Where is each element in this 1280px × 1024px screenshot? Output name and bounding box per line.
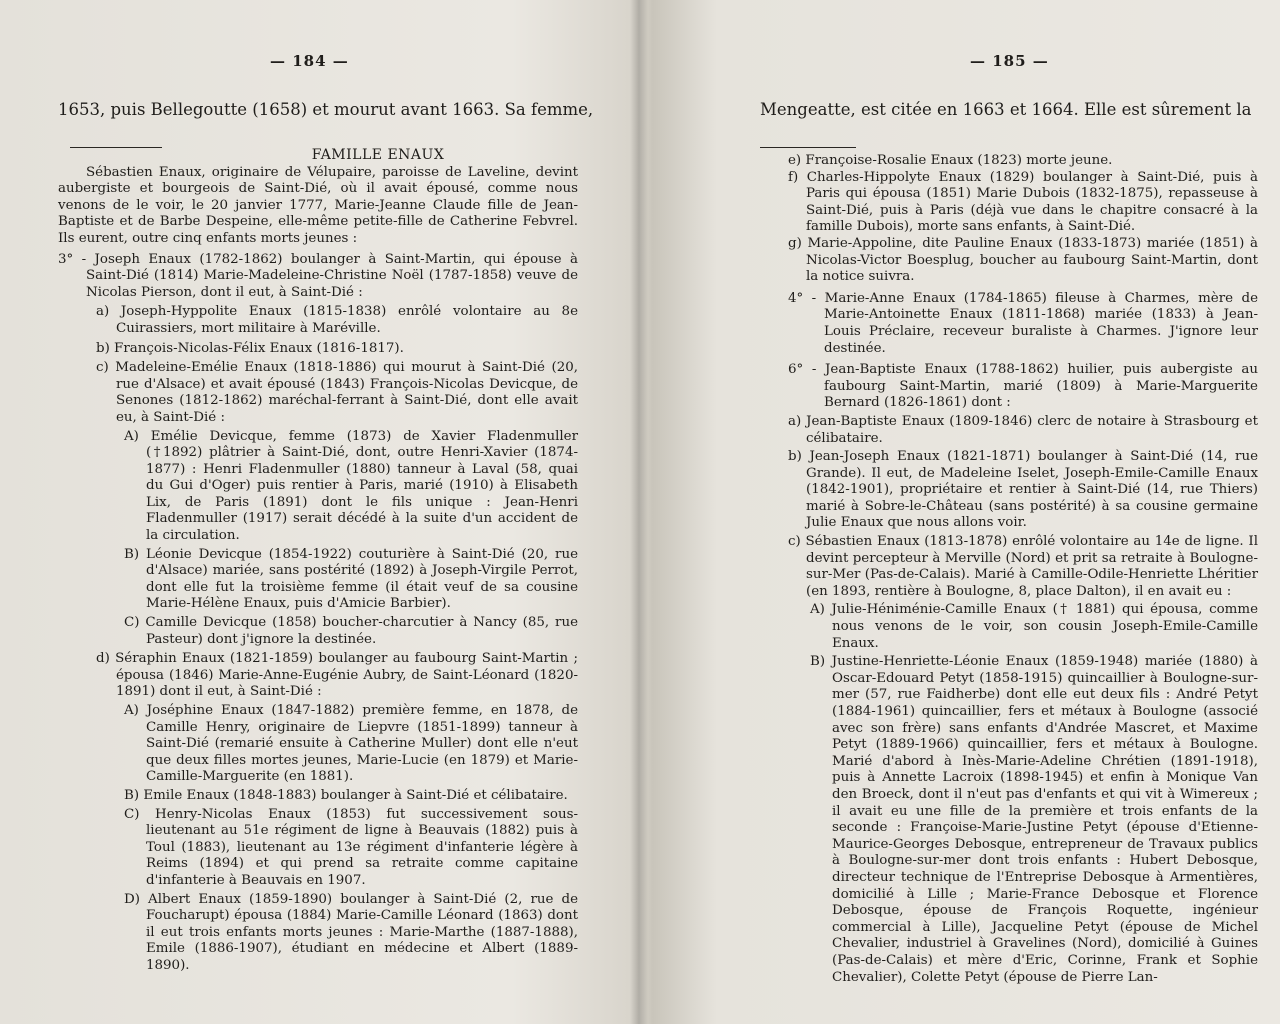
left-entry: 3° - Joseph Enaux (1782-1862) boulanger à Saint-Martin, qui épouse à Saint-Dié (1814) Marie-Madeleine-Christine Noël (1787-1858) veuve de Nicolas Pierson, dont il eut, à Saint-Dié :: [58, 251, 578, 300]
right-entry: g) Marie-Appoline, dite Pauline Enaux (1833-1873) mariée (1851) à Nicolas-Victor Boesplug, boucher au faubourg Saint-Martin, dont la notice suivra.: [788, 235, 1258, 285]
left-entry: d) Séraphin Enaux (1821-1859) boulanger au faubourg Saint-Martin ; épousa (1846) Marie-Anne-Eugénie Aubry, de Saint-Léonard (1820-1891) dont il eut, à Saint-Dié :: [96, 651, 578, 700]
left-entry: c) Madeleine-Emélie Enaux (1818-1886) qui mourut à Saint-Dié (20, rue d'Alsace) et avait épousé (1843) François-Nicolas Devicque, de Senones (1812-1862) maréchal-ferrant à Saint-Dié, dont elle avait eu, à Saint-Dié :: [96, 360, 578, 425]
left-page-number: — 184 —: [270, 52, 349, 70]
right-entry: a) Jean-Baptiste Enaux (1809-1846) clerc de notaire à Strasbourg et célibataire.: [788, 413, 1258, 446]
section-heading: FAMILLE ENAUX: [311, 147, 445, 163]
left-entry: A) Emélie Devicque, femme (1873) de Xavier Fladenmuller (†1892) plâtrier à Saint-Dié, dont, outre Henri-Xavier (1874-1877) : Henri Fladenmuller (1880) tanneur à Laval (58, quai du Gui d'Oger) puis rentier à Paris, marié (1910) à Elisabeth Lix, de Paris (1891) dont le fils unique : Jean-Henri Fladenmuller (1917) serait décédé à la suite d'un accident de la circulation.: [124, 428, 578, 544]
left-entries: [58, 252, 578, 975]
left-page: [40, 0, 600, 1024]
left-notes: [58, 147, 578, 975]
right-entries: [788, 153, 1258, 986]
intro-paragraph: Sébastien Enaux, originaire de Vélupaire, paroisse de Laveline, devint aubergiste et bourgeois de Saint-Dié, où il avait épousé, comme nous venons de le voir, le 20 janvier 1777, Marie-Jeanne Claude fille de Jean-Baptiste et de Barbe Despeine, elle-même petite-fille de Catherine Febvrel. Ils eurent, outre cinq enfants morts jeunes :: [58, 164, 578, 246]
left-entry: B) Emile Enaux (1848-1883) boulanger à Saint-Dié et célibataire.: [124, 787, 568, 803]
left-top-line: 1653, puis Bellegoutte (1658) et mourut avant 1663. Sa femme,: [58, 100, 594, 119]
left-entry: D) Albert Enaux (1859-1890) boulanger à Saint-Dié (2, rue de Foucharupt) épousa (1884) Marie-Camille Léonard (1863) dont il eut trois enfants morts jeunes : Marie-Marthe (1887-1888), Emile (1886-1907), étudiant en médecine et Albert (1889-1890).: [124, 891, 578, 973]
left-entry: b) François-Nicolas-Félix Enaux (1816-1817).: [96, 340, 404, 356]
right-entry: 6° - Jean-Baptiste Enaux (1788-1862) huilier, puis aubergiste au faubourg Saint-Martin, marié (1809) à Marie-Marguerite Bernard (1826-1861) dont :: [788, 362, 1258, 411]
right-entry: c) Sébastien Enaux (1813-1878) enrôlé volontaire au 14e de ligne. Il devint percepteur à Merville (Nord) et prit sa retraite à Boulogne-sur-Mer (Pas-de-Calais). Marié à Camille-Odile-Henriette Lhéritier (en 1893, rentière à Boulogne, 8, place Dalton), il en avait eu :: [788, 534, 1258, 599]
right-notes: [788, 153, 1258, 986]
right-page: [760, 0, 1258, 1024]
right-top-line: Mengeatte, est citée en 1663 et 1664. Elle est sûrement la: [760, 100, 1252, 119]
right-entry: B) Justine-Henriette-Léonie Enaux (1859-1948) mariée (1880) à Oscar-Edouard Petyt (1858-1915) quincaillier à Boulogne-sur-mer (57, rue Faidherbe) dont elle eut deux fils : André Petyt (1884-1961) quincaillier, fers et métaux à Boulogne (associé avec son frère) sans enfants d'Andrée Mascret, et Maxime Petyt (1889-1966) quincaillier, fers et métaux à Boulogne. Marié d'abord à Inès-Marie-Adeline Chrétien (1891-1918), puis à Annette Lacroix (1898-1945) et enfin à Monique Van den Broeck, dont il n'eut pas d'enfants et qui vit à Wimereux ; il avait eu une fille de la première et trois enfants de la seconde : Françoise-Marie-Justine Petyt (épouse d'Etienne-Maurice-Georges Debosque, entrepreneur de Travaux publics à Boulogne-sur-mer dont trois enfants : Hubert Debosque, directeur technique de l'Entreprise Debosque à Armentières, domicilié à Lille ; Marie-France Debosque et Florence Debosque, épouse de François Roquette, ingénieur commercial à Lille), Jacqueline Petyt (épouse de Michel Chevalier, industriel à Gravelines (Nord), domicilié à Guines (Pas-de-Calais) et mère d'Eric, Corinne, Frank et Sophie Chevalier), Colette Petyt (épouse de Pierre Lan-: [810, 654, 1258, 985]
right-page-number: — 185 —: [970, 52, 1049, 70]
right-entry: b) Jean-Joseph Enaux (1821-1871) boulanger à Saint-Dié (14, rue Grande). Il eut, de Madeleine Iselet, Joseph-Emile-Camille Enaux (1842-1901), propriétaire et rentier à Saint-Dié (14, rue Thiers) marié à Sobre-le-Château (sans postérité) à sa cousine germaine Julie Enaux que nous allons voir.: [788, 449, 1258, 531]
left-entry: C) Henry-Nicolas Enaux (1853) fut successivement sous-lieutenant au 51e régiment de ligne à Beauvais (1882) puis à Toul (1883), lieutenant au 13e régiment d'infanterie légère à Reims (1894) et qui prend sa retraite comme capitaine d'infanterie à Beauvais en 1907.: [124, 806, 578, 888]
right-entry: A) Julie-Héniménie-Camille Enaux († 1881) qui épousa, comme nous venons de le voir, son cousin Joseph-Emile-Camille Enaux.: [810, 602, 1258, 651]
book-gutter: [630, 0, 648, 1024]
left-entry: A) Joséphine Enaux (1847-1882) première femme, en 1878, de Camille Henry, originaire de Liepvre (1851-1899) tanneur à Saint-Dié (remarié ensuite à Catherine Muller) dont elle n'eut que deux filles mortes jeunes, Marie-Lucie (en 1879) et Marie-Camille-Marguerite (en 1881).: [124, 703, 578, 785]
left-entry: C) Camille Devicque (1858) boucher-charcutier à Nancy (85, rue Pasteur) dont j'ignore la destinée.: [124, 615, 578, 647]
left-entry: B) Léonie Devicque (1854-1922) couturière à Saint-Dié (20, rue d'Alsace) mariée, sans postérité (1892) à Joseph-Virgile Perrot, dont elle fut la troisième femme (il était veuf de sa cousine Marie-Hélène Enaux, puis d'Amicie Barbier).: [124, 546, 578, 612]
right-footnote-rule: [760, 147, 856, 148]
right-entry: 4° - Marie-Anne Enaux (1784-1865) fileuse à Charmes, mère de Marie-Antoinette Enaux (1811-1868) mariée (1833) à Jean-Louis Préclaire, receveur buraliste à Charmes. J'ignore leur destinée.: [788, 290, 1258, 356]
right-entry: e) Françoise-Rosalie Enaux (1823) morte jeune.: [788, 153, 1113, 168]
left-entry: a) Joseph-Hyppolite Enaux (1815-1838) enrôlé volontaire au 8e Cuirassiers, mort militaire à Maréville.: [96, 304, 578, 336]
right-entry: f) Charles-Hippolyte Enaux (1829) boulanger à Saint-Dié, puis à Paris qui épousa (1851) Marie Dubois (1832-1875), repasseuse à Saint-Dié, puis à Paris (déjà vue dans le chapitre consacré à la famille Dubois), morte sans enfants, à Saint-Dié.: [788, 169, 1258, 235]
